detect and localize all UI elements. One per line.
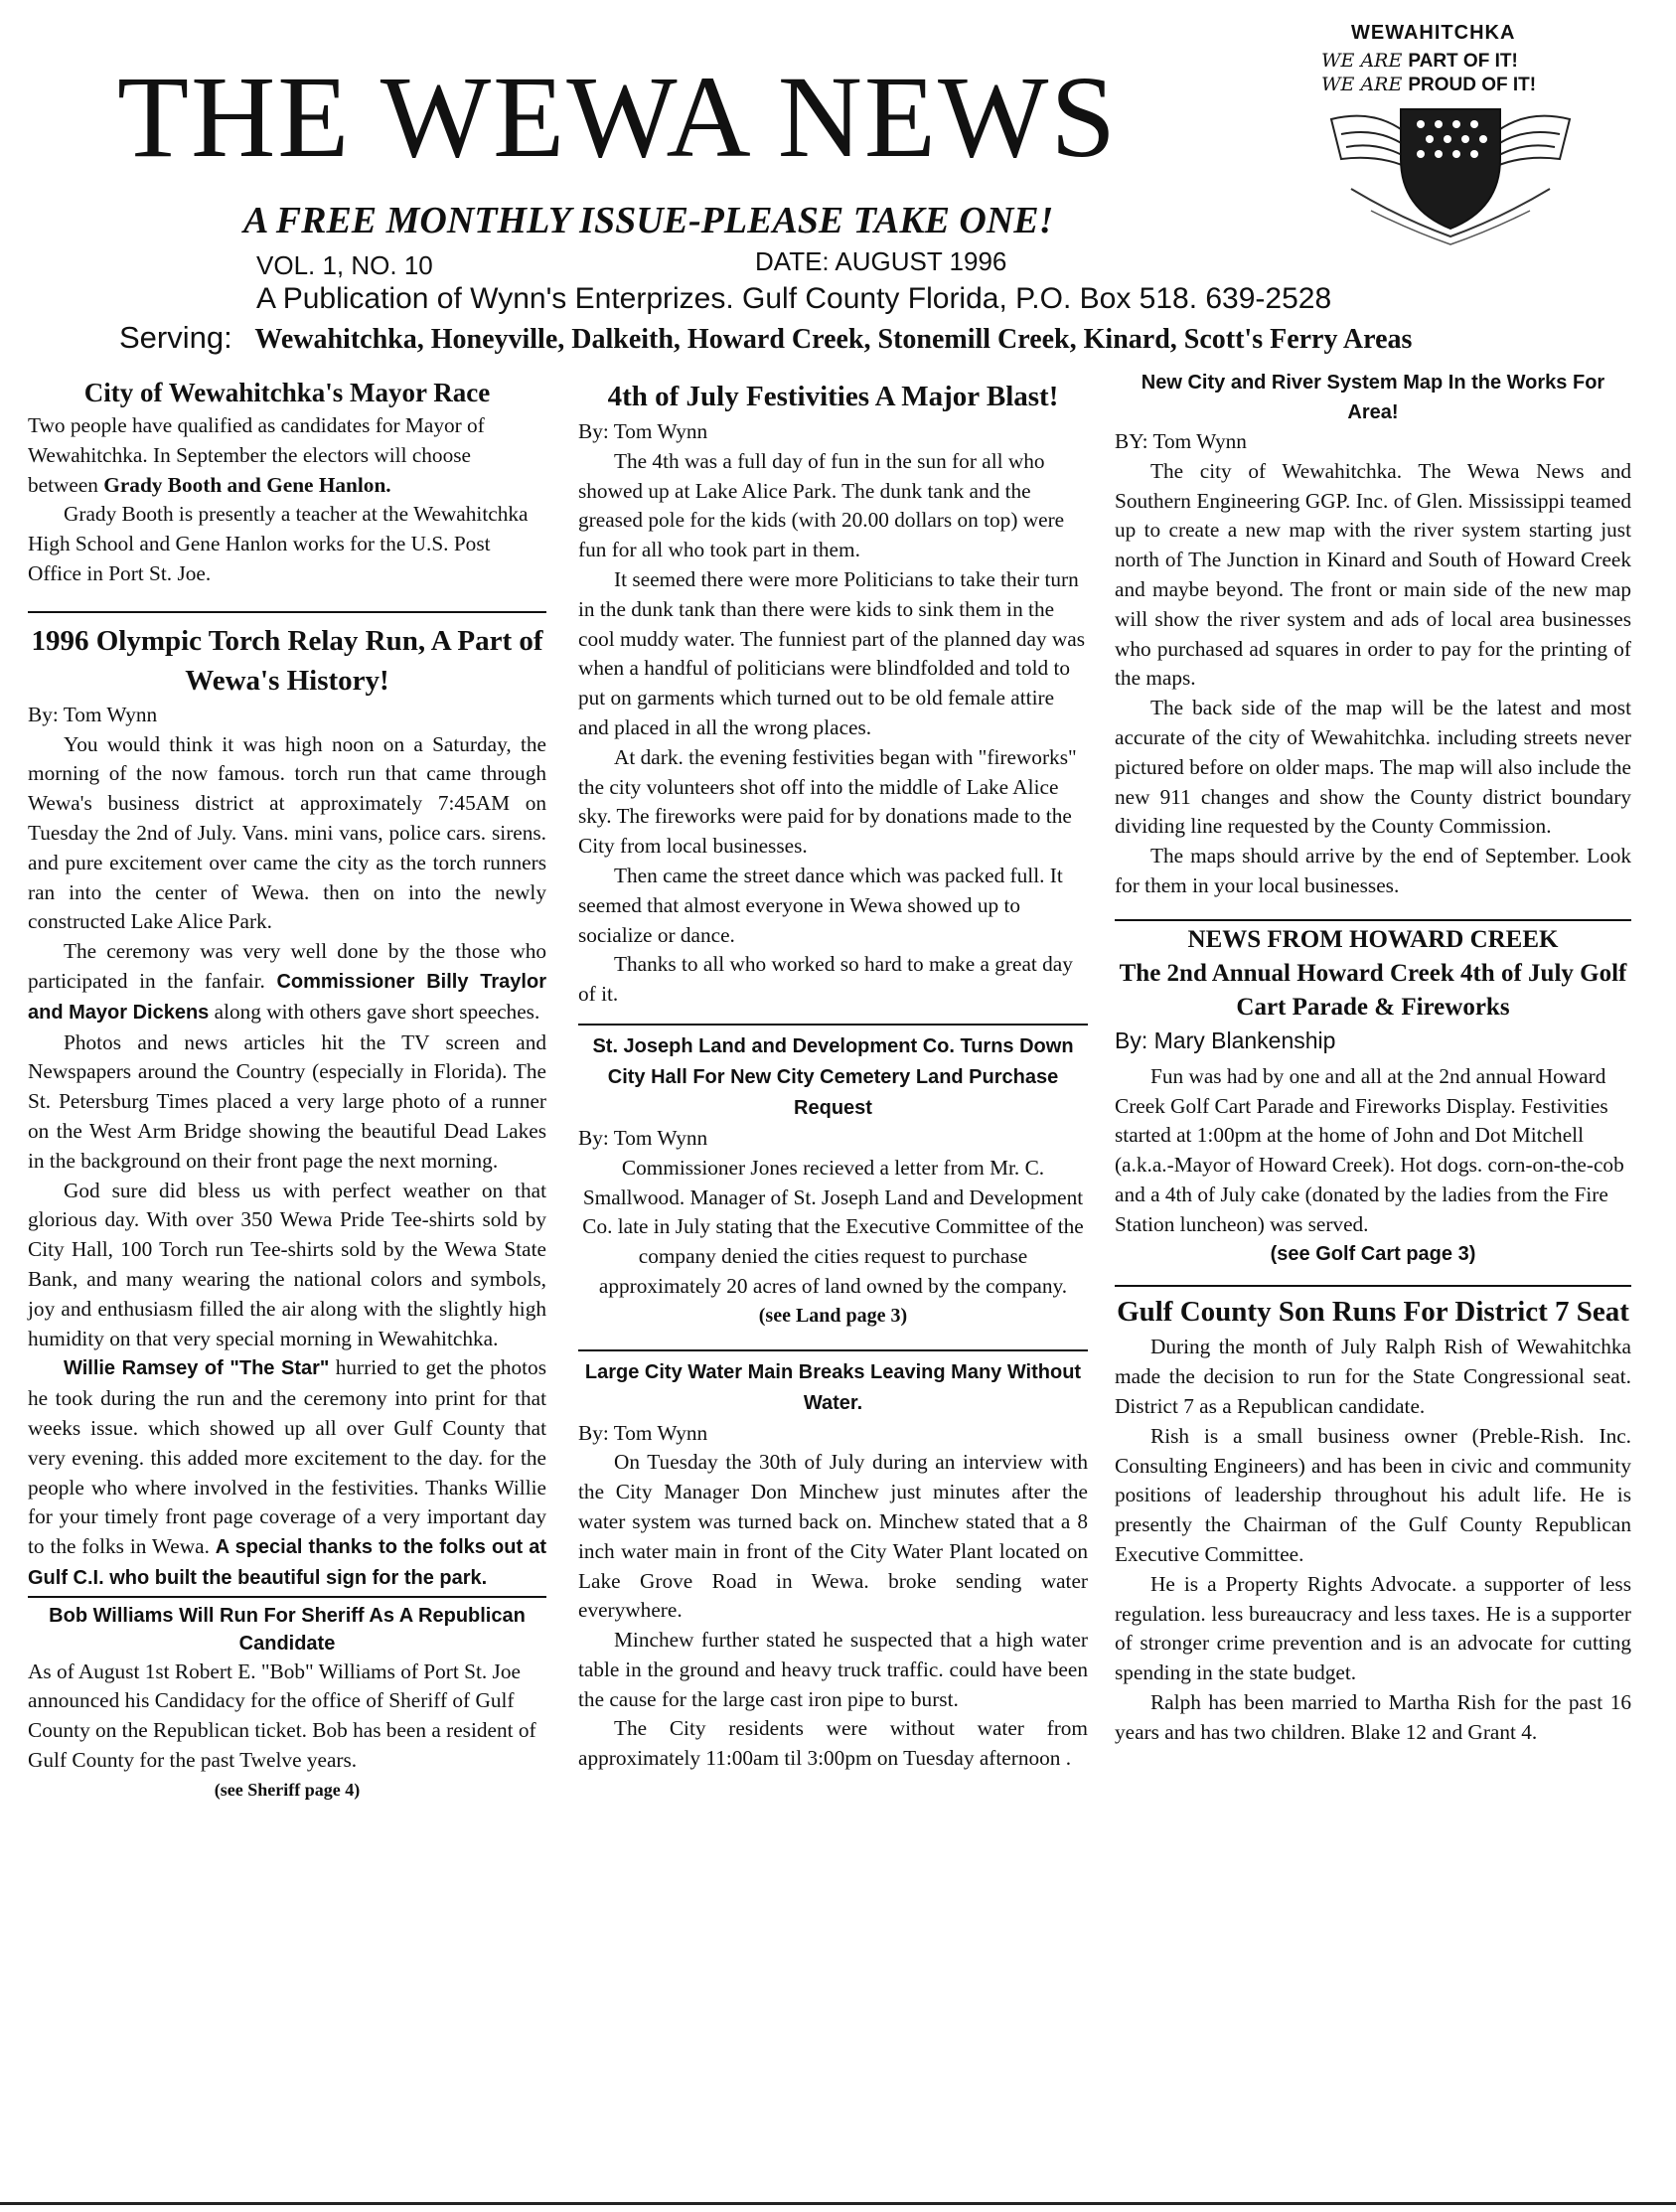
- rish-paragraph-2: Rish is a small business owner (Preble-Rish. Inc. Consulting Engineers) and has been in civic and community positions of leadership throughout his adult life. He is presently the Chairman of the Gulf County Republican Executive Committee.: [1115, 1423, 1631, 1566]
- july4-headline: 4th of July Festivities A Major Blast!: [607, 381, 1059, 412]
- flag-shield-icon: [1311, 99, 1590, 248]
- divider: [578, 1024, 1088, 1026]
- divider: [28, 1596, 546, 1598]
- volume-number: VOL. 1, NO. 10: [256, 250, 433, 280]
- map-paragraph-1: The city of Wewahitchka. The Wewa News and Southern Engineering GGP. Inc. of Glen. Mississippi teamed up to create a new map with the river system starting just north of The Junction in Kinard and South of Howard Creek and maybe beyond. The front or main side of the new map will show the river system and ads of local area businesses who purchased ad squares in order to pay for the printing of the maps.: [1115, 458, 1631, 691]
- map-byline: BY: Tom Wynn: [1115, 429, 1247, 453]
- torch-paragraph-2: The ceremony was very well done by the those who participated in the fanfair. Commissioner Billy Traylor and Mayor Dickens along with others gave short speeches.: [28, 939, 546, 1024]
- rish-paragraph-3: He is a Property Rights Advocate. a supporter of less regulation. less bureaucracy and less taxes. He is a supporter of stronger crime prevention and is an advocate for cutting spending in the state budget.: [1115, 1571, 1631, 1685]
- logo-line-part: WE ARE PART OF IT!: [1321, 50, 1518, 72]
- column-right: [1115, 368, 1631, 1747]
- land-continuation: (see Land page 3): [758, 1304, 908, 1327]
- divider: [578, 1349, 1088, 1351]
- torch-headline: 1996 Olympic Torch Relay Run, A Part of Wewa's History!: [31, 624, 543, 697]
- land-headline: St. Joseph Land and Development Co. Turns Down City Hall For New City Cemetery Land Purchase Request: [592, 1034, 1074, 1119]
- torch-paragraph-3: Photos and news articles hit the TV screen and Newspapers around the Country (especially in Florida). The St. Petersburg Times placed a very large photo of a runner on the West Arm Bridge showing the beautiful Dead Lakes in the background on their front page the next morning.: [28, 1029, 546, 1173]
- issue-date: DATE: AUGUST 1996: [755, 246, 1007, 276]
- torch-paragraph-4: God sure did bless us with perfect weather on that glorious day. With over 350 Wewa Pride Tee-shirts sold by City Hall, 100 Torch run Tee-shirts sold by the Wewa State Bank, and many wearing the national colors and symbols, joy and enthusiasm filled the air along with the slightly high humidity on that very special morning in Wewahitchka.: [28, 1178, 546, 1350]
- serving-areas: Wewahitchka, Honeyville, Dalkeith, Howard Creek, Stonemill Creek, Kinard, Scott's Ferry Areas: [254, 324, 1413, 355]
- divider: [28, 611, 546, 613]
- mayor-headline: City of Wewahitchka's Mayor Race: [83, 378, 491, 407]
- wewahitchka-logo: [1301, 18, 1619, 246]
- torch-byline: By: Tom Wynn: [28, 702, 158, 726]
- howard-headline: The 2nd Annual Howard Creek 4th of July Golf Cart Parade & Fireworks: [1119, 959, 1627, 1021]
- page-bottom-rule: [0, 2202, 1676, 2205]
- july4-paragraph-3: At dark. the evening festivities began with "fireworks" the city volunteers shot off into the middle of Lake Alice sky. The fireworks were paid for by donations made to the City from local businesses.: [578, 744, 1077, 859]
- july4-paragraph-1: The 4th was a full day of fun in the sun for all who showed up at Lake Alice Park. The dunk tank and the greased pole for the kids (with 20.00 dollars on top) were fun for all who took part in them.: [578, 448, 1065, 562]
- column-left: [28, 376, 546, 1806]
- howard-continuation: (see Golf Cart page 3): [1270, 1242, 1476, 1265]
- sheriff-headline: Bob Williams Will Run For Sheriff As A Republican Candidate: [49, 1604, 526, 1655]
- masthead-tagline: A FREE MONTHLY ISSUE-PLEASE TAKE ONE!: [243, 200, 1054, 241]
- water-byline: By: Tom Wynn: [578, 1420, 708, 1445]
- column-middle: [578, 376, 1088, 1774]
- sheriff-continuation: (see Sheriff page 4): [214, 1779, 361, 1800]
- map-headline: New City and River System Map In the Works For Area!: [1141, 372, 1605, 423]
- water-paragraph-2: Minchew further stated he suspected that a high water table in the ground and heavy truck traffic. could have been the cause for the large cast iron pipe to burst.: [578, 1628, 1088, 1711]
- water-headline: Large City Water Main Breaks Leaving Many Without Water.: [584, 1360, 1082, 1414]
- july4-paragraph-2: It seemed there were more Politicians to take their turn in the dunk tank than there were kids to sink them in the cool muddy water. The funniest part of the planned day was when a handful of politicians were blindfolded and told to put on garments which turned out to be old female attire and placed in all the wrong places.: [578, 566, 1086, 739]
- rish-paragraph-4: Ralph has been married to Martha Rish for the past 16 years and has two children. Blake 12 and Grant 4.: [1115, 1689, 1631, 1744]
- water-paragraph-1: On Tuesday the 30th of July during an interview with the City Manager Don Minchew just minutes after the water system was turned back on. Minchew stated that a 8 inch water main in front of the City Water Plant located on Lake Grove Road in Wewa. broke sending water everywhere.: [578, 1450, 1088, 1623]
- july4-byline: By: Tom Wynn: [578, 419, 708, 443]
- rish-paragraph-1: During the month of July Ralph Rish of Wewahitchka made the decision to run for the State Congressional seat. District 7 as a Republican candidate.: [1115, 1335, 1631, 1418]
- map-paragraph-3: The maps should arrive by the end of September. Look for them in your local businesses.: [1115, 844, 1631, 897]
- masthead-title: THE WEWA NEWS: [117, 52, 1118, 182]
- logo-line-proud: WE ARE PROUD OF IT!: [1321, 74, 1537, 95]
- sheriff-body: As of August 1st Robert E. "Bob" Williams of Port St. Joe announced his Candidacy for the office of Sheriff of Gulf County on the Republican ticket. Bob has been a resident of Gulf County for the past Twelve years.: [28, 1659, 536, 1773]
- mayor-paragraph-1: Two people have qualified as candidates for Mayor of Wewahitchka. In September the electors will choose between Grady Booth and Gene Hanlon.: [28, 413, 485, 497]
- howard-byline: By: Mary Blankenship: [1115, 1027, 1336, 1053]
- howard-kicker: NEWS FROM HOWARD CREEK: [1187, 925, 1559, 953]
- divider: [1115, 1285, 1631, 1287]
- land-byline: By: Tom Wynn: [578, 1125, 708, 1150]
- water-paragraph-3: The City residents were without water from approximately 11:00am til 3:00pm on Tuesday afternoon .: [578, 1716, 1088, 1771]
- logo-town-name: WEWAHITCHKA: [1351, 22, 1516, 44]
- howard-body: Fun was had by one and all at the 2nd annual Howard Creek Golf Cart Parade and Fireworks Display. Festivities started at 1:00pm at the home of John and Dot Mitchell (a.k.a.-Mayor of Howard Creek). Hot dogs. corn-on-the-cob and a 4th of July cake (donated by the ladies from the Fire Station luncheon) was served.: [1115, 1063, 1624, 1236]
- serving-line: [119, 320, 1412, 356]
- torch-paragraph-5: Willie Ramsey of "The Star" hurried to get the photos he took during the run and the ceremony into print for that weeks issue. which showed up all over Gulf County that very evening. this added more excitement to the day. for the people who where involved in the festivities. Thanks Willie for your timely front page coverage of a very important day to the folks in Wewa. A special thanks to the folks out at Gulf C.I. who built the beautiful sign for the park.: [28, 1355, 546, 1589]
- divider: [1115, 919, 1631, 921]
- july4-paragraph-4: Then came the street dance which was packed full. It seemed that almost everyone in Wewa showed up to socialize or dance.: [578, 863, 1063, 947]
- land-body: Commissioner Jones recieved a letter from Mr. C. Smallwood. Manager of St. Joseph Land and Development Co. late in July stating that the Executive Committee of the company denied the cities request to purchase approximately 20 acres of land owned by the company.: [582, 1155, 1084, 1298]
- map-paragraph-2: The back side of the map will be the latest and most accurate of the city of Wewahitchka. including streets never pictured before on older maps. The map will also include the new 911 changes and show the County district boundary dividing line requested by the County Commission.: [1115, 696, 1631, 839]
- serving-label: Serving:: [119, 320, 232, 355]
- rish-headline: Gulf County Son Runs For District 7 Seat: [1117, 1296, 1629, 1329]
- july4-paragraph-5: Thanks to all who worked so hard to make a great day of it.: [578, 952, 1073, 1007]
- mayor-paragraph-2: Grady Booth is presently a teacher at the Wewahitchka High School and Gene Hanlon works for the U.S. Post Office in Port St. Joe.: [28, 502, 529, 585]
- torch-paragraph-1: You would think it was high noon on a Saturday, the morning of the now famous. torch run that came through Wewa's business district at approximately 7:45AM on Tuesday the 2nd of July. Vans. mini vans, police cars. sirens. and pure excitement over came the city as the torch runners ran into the center of Wewa. then on into the newly constructed Lake Alice Park.: [28, 731, 546, 934]
- publication-line: A Publication of Wynn's Enterprizes. Gulf County Florida, P.O. Box 518. 639-2528: [256, 282, 1332, 315]
